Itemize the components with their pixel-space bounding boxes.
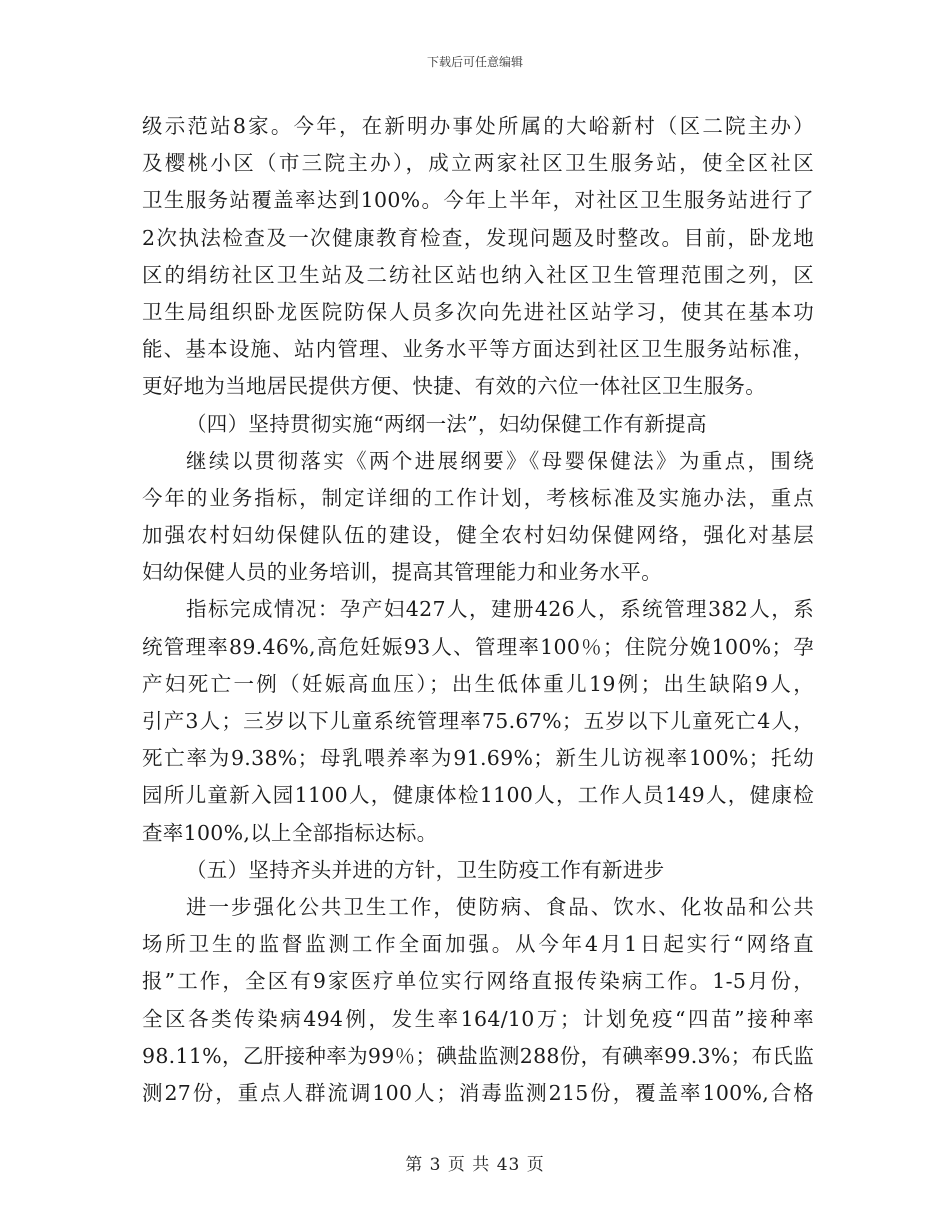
text-line: 全区各类传染病494例，发生率164/10万；计划免疫“四苗”接种率 <box>142 1006 814 1031</box>
text-line: 妇幼保健人员的业务培训，提高其管理能力和业务水平。 <box>142 560 662 585</box>
text-line: 卫生服务站覆盖率达到100%。今年上半年，对社区卫生服务站进行了 <box>142 188 814 213</box>
page-number: 第 3 页 共 43 页 <box>405 1155 545 1175</box>
text-line: 死亡率为9.38%；母乳喂养率为91.69%；新生儿访视率100%；托幼 <box>142 746 814 771</box>
text-line: 能、基本设施、站内管理、业务水平等方面达到社区卫生服务站标准， <box>142 337 814 362</box>
text-line: 今年的业务指标，制定详细的工作计划，考核标准及实施办法，重点 <box>142 485 814 510</box>
text-line: 卫生局组织卧龙医院防保人员多次向先进社区站学习，使其在基本功 <box>142 299 814 324</box>
text-line: 园所儿童新入园1100人，健康体检1100人，工作人员149人，健康检 <box>142 783 814 808</box>
text-line: 场所卫生的监督监测工作全面加强。从今年4月1日起实行“网络直 <box>142 932 814 957</box>
text-line: 98.11%，乙肝接种率为99％；碘盐监测288份，有碘率99.3%；布氏监 <box>142 1043 814 1068</box>
text-line: 进一步强化公共卫生工作，使防病、食品、饮水、化妆品和公共 <box>186 894 814 919</box>
text-line: 及樱桃小区（市三院主办），成立两家社区卫生服务站，使全区社区 <box>142 151 814 176</box>
section-heading: （五）坚持齐头并进的方针，卫生防疫工作有新进步 <box>186 857 665 882</box>
text-line: 继续以贯彻落实《两个进展纲要》《母婴保健法》为重点，围绕 <box>186 448 814 473</box>
section-heading: （四）坚持贯彻实施“两纲一法”，妇幼保健工作有新提高 <box>186 411 707 436</box>
text-line: 报”工作，全区有9家医疗单位实行网络直报传染病工作。1-5月份， <box>142 969 814 994</box>
text-line: 更好地为当地居民提供方便、快捷、有效的六位一体社区卫生服务。 <box>142 374 766 399</box>
text-line: 测27份，重点人群流调100人；消毒监测215份，覆盖率100%,合格 <box>142 1080 814 1105</box>
text-line: 产妇死亡一例（妊娠高血压）；出生低体重儿19例；出生缺陷9人， <box>142 671 814 696</box>
document-body <box>142 108 814 1112</box>
text-line: 级示范站8家。今年，在新明办事处所属的大峪新村（区二院主办） <box>142 114 814 138</box>
text-line: 查率100%,以上全部指标达标。 <box>142 820 438 845</box>
text-line: 引产3人；三岁以下儿童系统管理率75.67%；五岁以下儿童死亡4人， <box>142 709 814 733</box>
text-line: 指标完成情况：孕产妇427人，建册426人，系统管理382人，系 <box>186 597 814 622</box>
text-line: 区的绢纺社区卫生站及二纺社区站也纳入社区卫生管理范围之列，区 <box>142 262 814 287</box>
text-line: 2次执法检查及一次健康教育检查，发现问题及时整改。目前，卧龙地 <box>142 225 814 250</box>
text-line: 统管理率89.46%,高危妊娠93人、管理率100％；住院分娩100%；孕 <box>142 634 814 659</box>
text-line: 加强农村妇幼保健队伍的建设，健全农村妇幼保健网络，强化对基层 <box>142 523 814 548</box>
page-header: 下载后可任意编辑 <box>426 55 523 69</box>
